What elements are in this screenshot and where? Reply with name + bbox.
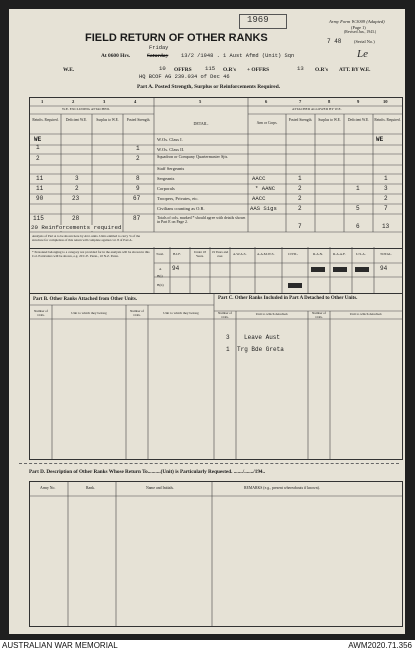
analysis-note: Analysis of Part A to be shown here by ALL units. Units entitled to carry % of the structure for completion of this return will complete against col. 8 of Part A. [32,234,141,242]
row-sgt-c1: 11 [36,175,44,182]
analysis-head-19over: 19 Years and over. [211,250,229,258]
row-tpr-c1: 90 [36,195,44,202]
row-tpr-c2: 23 [72,195,80,202]
row-tpr-c4: 67 [133,195,141,202]
hq-reference: HQ BCOF AG 239.034 of Dec 46 [139,74,230,80]
detail-troopers: Troopers, Privates, etc. [157,196,199,201]
day-struck: Saturday [147,53,169,59]
row-civ-c7: 2 [298,205,302,212]
detail-quartermaster: Squadron or Company Quartermaster Sjts. [157,154,229,159]
part-c-col-unit: Unit to which detached. [255,312,289,316]
ors2-label: O.R's [315,67,329,73]
detail-civilians: Civilians counting as O.R. [157,206,205,211]
reinforcements-note: 20 Reinforcements required [31,224,122,231]
analysis-head-aamws: A.A.M.W.S. [257,252,275,256]
footer-attribution: AUSTRALIAN WAR MEMORIAL [2,641,118,650]
col-number-10: 10 [383,99,388,104]
row-sgt-c7: 1 [298,175,302,182]
parts-b-c-table [29,293,403,460]
row-civ-c9: 5 [356,205,360,212]
row-civ-c10: 7 [384,205,388,212]
header-att-deficient: Deficient W.E. [347,118,370,122]
ors-label: O.R's [223,67,237,73]
analysis-head-raaf: R.A.A.F. [333,252,346,256]
part-c-title: Part C. Other Ranks Included in Part A Detached to Other Units. [218,296,358,301]
day-written: Friday [149,45,169,51]
serial-value: 7 48 [327,38,342,45]
part-d-title: Part D. Description of Other Ranks Whose Return To..........(Unit) is Particularly Requested. ......./......./194.. [29,469,266,475]
serial-label: (Serial No.) [354,39,375,44]
row-we-c1: WE [34,136,42,143]
row-wo1-c1: 1 [36,144,40,151]
row-civ-c6: AAS Sigs [250,205,277,212]
col-number-6: 6 [265,99,268,104]
row-sgt-c10: 1 [384,175,388,182]
part-c-entry-2-num: 1 [226,346,230,353]
row-tpr-c10: 2 [384,195,388,202]
row-sgt-c2: 3 [75,175,79,182]
analysis-head-total-right: TOTAL. [380,252,393,256]
part-c-entry-2-unit: Trg Bde Greta [237,346,284,353]
detail-staff-sergeants: Staff Sergeants [157,166,185,171]
footer-accession-number: AWM2020.71.356 [348,641,412,650]
row-cpl-c4: 9 [136,185,140,192]
attached-allowed-heading: ATTACHED ALLOWED BY W.E. [292,107,342,111]
detail-wo-class-1: W.Os. Class I. [157,137,183,142]
detail-wo-class-2: W.Os. Class II. [157,147,185,152]
detail-corporals: Corporals [157,186,175,191]
row-total-c2: 28 [72,215,80,222]
analysis-head-awas: A.W.A.S. [233,252,247,256]
form-paper [9,9,405,634]
part-d-col-name: Name and Initials. [146,486,174,490]
row-cpl-c2: 2 [75,185,79,192]
header-arm-corps: Arm or Corps. [256,121,278,125]
analysis-head-bif: B.I.F. [173,252,181,256]
form-reference: Army Form W.3009 (Adapted) [329,19,385,24]
stamp-number: 1969 [247,15,269,25]
ors-value: 115 [205,65,216,72]
col-number-7: 7 [299,99,302,104]
at-hours: At 0600 Hrs. [101,53,131,59]
row-cpl-c7: 2 [298,185,302,192]
part-a-table [29,97,403,249]
analysis-head-total: Total. [156,252,165,256]
analysis-table [29,247,403,294]
detail-totals-note: Totals of cols. marked * should agree with details shown in Part E on Page 2. [157,216,246,225]
offrs-value: 10 [159,65,166,72]
page-indicator: (Page 1) [351,25,366,30]
part-b-title: Part B. Other Ranks Attached from Other Units. [33,297,138,302]
col-number-8: 8 [328,99,331,104]
analysis-total-value: 94 [380,265,388,272]
header-posted-strength: Posted Strength. [126,118,151,122]
analysis-row-bii: B(ii) [157,283,164,287]
part-d-col-remarks: REMARKS (e.g., present whereabouts if known). [244,486,320,490]
row-wo1-c4: 1 [136,145,140,152]
row-total-c7: 7 [298,223,302,230]
offrs2-label: + OFFRS [247,67,270,73]
attached-label: ATT. BY W.E. [339,67,371,73]
part-d-grid [30,482,402,626]
date-and-unit: 13/2 /1948 . 1 Aust Afmd (Unit) Sqn [181,53,295,59]
revised-date: (Revised Jan., 1943.) [344,30,377,34]
row-sgt-c4: 8 [136,175,140,182]
row-cpl-c10: 3 [384,185,388,192]
row-cpl-c1: 11 [36,185,44,192]
part-b-col-unit: Unit to which they belong [71,311,107,315]
row-tpr-c6: AACC [252,195,266,202]
row-wo2-c1: 2 [36,155,40,162]
header-att-posted-strength: Posted Strength. [288,118,313,122]
row-cpl-c6: * AANC [255,185,276,192]
analysis-head-usa: U.S.A. [356,252,366,256]
analysis-row-bi: B(i) [157,274,163,278]
header-reinfts-required: Reinfts. Required. [32,118,59,122]
col-number-2: 2 [72,99,75,104]
col-number-4: 4 [134,99,137,104]
col-number-3: 3 [103,99,106,104]
row-tpr-c7: 2 [298,195,302,202]
header-detail: DETAIL. [193,121,209,126]
analysis-note-2: * Personnel belonging to a category not provided for in the analysis will be shown in this Col. Particulars will be shown, e.g. 20 C.E. Parsn., 10 N.Z. Parsn. [32,250,150,258]
part-c-entry-1-unit: Leave Aust [244,334,281,341]
part-d-divider [19,463,399,464]
analysis-head-under18: Under 18 Years. [194,250,206,258]
offrs-label: OFFRS [174,67,192,73]
part-d-table [29,481,403,627]
row-total-c9: 6 [356,223,360,230]
detail-sergeants: Sergeants [157,176,175,181]
row-cpl-c9: 1 [356,185,360,192]
part-c-col-unit-2: Unit to which detached. [349,312,383,316]
header-surplus-we: Surplus to W.E. [96,118,119,122]
analysis-row-a: A [159,267,162,271]
part-b-col-number: Number of O.Rs. [34,309,48,317]
part-b-col-number-2: Number of O.Rs. [130,309,144,317]
we-label: W.E. [63,67,75,73]
part-d-col-rank: Rank. [86,486,95,490]
row-total-c10: 13 [382,223,390,230]
initials-signature: Le [357,48,368,60]
part-b-col-unit-2: Unit to which they belong [163,311,199,315]
row-we-c10: WE [376,136,384,143]
row-sgt-c6: AACC [252,175,266,182]
part-c-entry-1-num: 3 [226,334,230,341]
header-deficient-we: Deficient W.E. [65,118,88,122]
row-wo2-c4: 2 [136,155,140,162]
ors2-value: 13 [297,65,304,72]
we-excluding-heading: W.E. EXCLUDING ATTACHED. [62,107,110,111]
col-number-1: 1 [41,99,44,104]
analysis-head-civil: CIVIL. [288,252,299,256]
row-total-c1: 115 [33,215,44,222]
part-c-col-number-2: Number of O.Rs. [312,311,326,319]
analysis-head-ran: R.A.N. [313,252,324,256]
col-number-5: 5 [199,99,202,104]
form-title: FIELD RETURN OF OTHER RANKS [85,32,268,44]
col-number-9: 9 [357,99,360,104]
part-d-col-army-no: Army No. [40,486,56,490]
part-a-title: Part A. Posted Strength, Surplus or Reinforcements Required. [137,84,281,90]
row-total-c4: 87 [133,215,141,222]
analysis-bif-value: 94 [172,265,180,272]
part-c-col-number: Number of O.Rs. [218,311,232,319]
header-att-surplus: Surplus to W.E. [318,118,341,122]
header-att-reinfts: Reinfts. Required. [374,118,401,122]
